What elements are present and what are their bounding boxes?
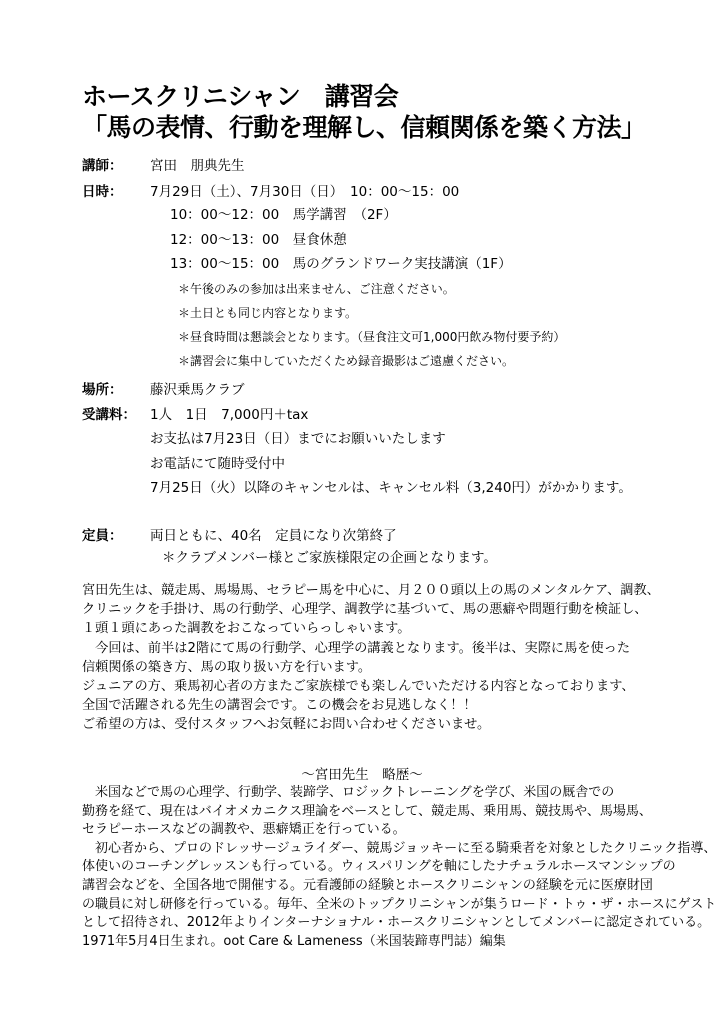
fee-label: 受講料：: [82, 407, 136, 423]
venue-value: 藤沢乗馬クラブ: [150, 382, 245, 398]
bio-heading: ～宮田先生 略歴～: [301, 767, 423, 783]
schedule-value: 7月29日（土）、7月30日（日） 10：00～15：00: [150, 184, 460, 200]
schedule-note: ＊午後のみの参加は出来ません、ご注意ください。: [178, 282, 455, 296]
schedule-note: ＊講習会に集中していただくため録音撮影はご遠慮ください。: [178, 354, 515, 368]
bio-line: 講習会などを、全国各地で開催する。元看護師の経験とホースクリニシャンの経験を元に医療財団: [82, 877, 653, 893]
intro-line: 信頼関係の築き方、馬の取り扱い方を行います。: [82, 659, 372, 675]
intro-line: 宮田先生は、競走馬、馬場馬、セラピー馬を中心に、月２００頭以上の馬のメンタルケア、調教、: [82, 583, 660, 598]
title-line-2: 「馬の表情、行動を理解し、信頼関係を築く方法」: [82, 113, 646, 142]
schedule-item: 10：00～12：00 馬学講習 （2F）: [170, 207, 397, 223]
lecturer-value: 宮田 朋典先生: [150, 158, 245, 174]
bio-line: 1971年5月4日生まれ。oot Care & Lameness（米国装蹄専門誌）編集: [82, 933, 506, 949]
capacity-note: ＊クラブメンバー様とご家族様限定の企画となります。: [162, 550, 497, 566]
schedule-item: 12：00～13：00 昼食休憩: [170, 232, 347, 248]
capacity-value: 両日ともに、40名 定員になり次第終了: [150, 528, 397, 544]
bio-paragraph: [82, 784, 717, 951]
bio-line: 米国などで馬の心理学、行動学、装蹄学、ロジックトレーニングを学び、米国の厩舎での: [82, 785, 615, 800]
bio-line: 勤務を経て、現在はバイオメカニクス理論をベースとして、競走馬、乗用馬、競技馬や、馬場馬、: [82, 803, 652, 819]
schedule-item: 13：00～15：00 馬のグランドワーク実技講演（1F）: [170, 256, 512, 272]
intro-line: ジュニアの方、乗馬初心者の方またご家族様でも楽しんでいただける内容となっております、: [82, 679, 635, 695]
bio-line: セラピーホースなどの調教や、悪癖矯正を行っている。: [82, 822, 406, 838]
intro-line: 全国で活躍される先生の講習会です。この機会をお見逃しなく！！: [82, 698, 477, 714]
lecturer-label: 講師：: [82, 158, 123, 174]
bio-line: として招待され、2012年よりインターナショナル・ホースクリニシャンとしてメンバーに認定されている。: [82, 915, 711, 931]
fee-line: 1人 1日 7,000円＋tax: [150, 407, 309, 423]
venue-label: 場所：: [82, 382, 123, 398]
intro-line: 今回は、前半は2階にて馬の行動学、心理学の講義となります。後半は、実際に馬を使った: [82, 640, 631, 656]
title-line-1: ホースクリニシャン 講習会: [82, 82, 399, 111]
intro-paragraph: [82, 581, 702, 735]
bio-line: 体使いのコーチングレッスンも行っている。ウィスパリングを軸にしたナチュラルホースマンシップの: [82, 859, 676, 875]
intro-line: １頭１頭にあった調教をおこなっていらっしゃいます。: [82, 621, 411, 637]
schedule-note: ＊昼食時間は懇談会となります。（昼食注文可1,000円飲み物付要予約）: [178, 330, 566, 344]
intro-line: クリニックを手掛け、馬の行動学、心理学、調教学に基づいて、馬の悪癖や問題行動を検証し、: [82, 602, 648, 618]
bio-line: の職員に対し研修を行っている。毎年、全米のトップクリニシャンが集うロード・トゥ・ザ・ホースにゲスト: [82, 896, 717, 912]
fee-line: お電話にて随時受付中: [150, 456, 285, 472]
fee-line: お支払は7月23日（日）までにお願いいたします: [150, 431, 446, 447]
schedule-label: 日時：: [82, 184, 123, 200]
fee-line: 7月25日（火）以降のキャンセルは、キャンセル料（3,240円）がかかります。: [150, 480, 632, 496]
bio-line: 初心者から、プロのドレッサージュライダー、競馬ジョッキーに至る騎乗者を対象としたクリニック指導、: [82, 840, 717, 856]
capacity-label: 定員：: [82, 528, 123, 544]
schedule-note: ＊土日とも同じ内容となります。: [178, 306, 358, 320]
intro-line: ご希望の方は、受付スタッフへお気軽にお問い合わせくださいませ。: [82, 717, 491, 733]
